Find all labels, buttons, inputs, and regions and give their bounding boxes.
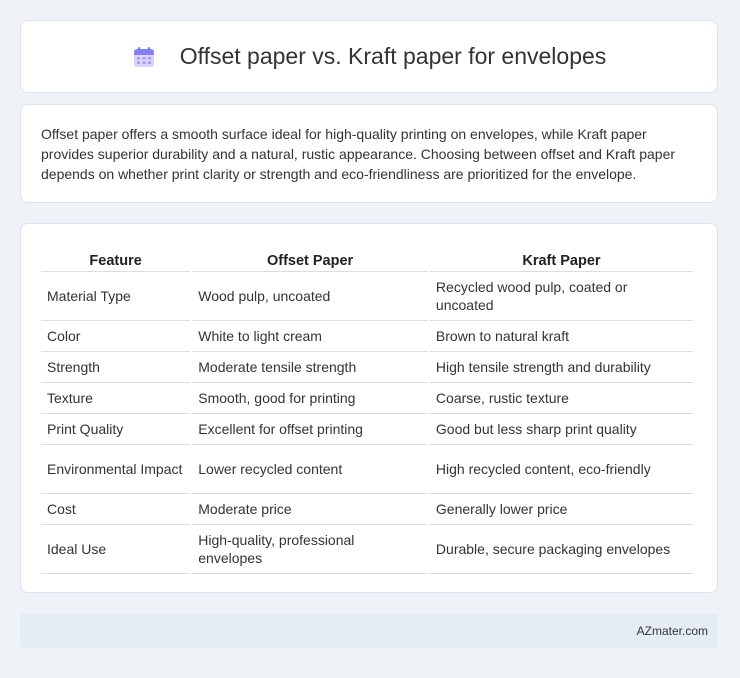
feature-cell: Ideal Use bbox=[41, 525, 190, 574]
offset-cell: Lower recycled content bbox=[192, 445, 428, 494]
kraft-cell: Recycled wood pulp, coated or uncoated bbox=[430, 272, 693, 321]
comparison-card bbox=[20, 223, 718, 593]
feature-cell: Strength bbox=[41, 352, 190, 383]
footer-brand: AZmater.com bbox=[636, 624, 708, 638]
table-row bbox=[41, 494, 693, 525]
offset-cell: Wood pulp, uncoated bbox=[192, 272, 428, 321]
table-row bbox=[41, 383, 693, 414]
offset-cell: High-quality, professional envelopes bbox=[192, 525, 428, 574]
kraft-cell: Good but less sharp print quality bbox=[430, 414, 693, 445]
offset-cell: Excellent for offset printing bbox=[192, 414, 428, 445]
column-header-kraft: Kraft Paper bbox=[430, 244, 693, 272]
offset-cell: Moderate tensile strength bbox=[192, 352, 428, 383]
comparison-table bbox=[39, 244, 695, 574]
feature-cell: Cost bbox=[41, 494, 190, 525]
kraft-cell: Generally lower price bbox=[430, 494, 693, 525]
column-header-offset: Offset Paper bbox=[192, 244, 428, 272]
kraft-cell: Durable, secure packaging envelopes bbox=[430, 525, 693, 574]
table-row bbox=[41, 525, 693, 574]
offset-cell: Smooth, good for printing bbox=[192, 383, 428, 414]
feature-cell: Texture bbox=[41, 383, 190, 414]
offset-cell: Moderate price bbox=[192, 494, 428, 525]
feature-cell: Material Type bbox=[41, 272, 190, 321]
summary-text: Offset paper offers a smooth surface ideal for high-quality printing on envelopes, while Kraft paper provides superior durability and a natural, rustic appearance. Choosing between offset and Kraft paper depends on whether print clarity or strength and eco-friendliness are prioritized for the envelope. bbox=[41, 125, 676, 182]
table-header-row bbox=[41, 244, 693, 272]
feature-cell: Print Quality bbox=[41, 414, 190, 445]
header-card bbox=[20, 20, 718, 93]
summary-card bbox=[20, 104, 718, 203]
table-row bbox=[41, 414, 693, 445]
feature-cell: Color bbox=[41, 321, 190, 352]
column-header-feature: Feature bbox=[41, 244, 190, 272]
table-row bbox=[41, 321, 693, 352]
kraft-cell: Brown to natural kraft bbox=[430, 321, 693, 352]
kraft-cell: Coarse, rustic texture bbox=[430, 383, 693, 414]
offset-cell: White to light cream bbox=[192, 321, 428, 352]
table-row bbox=[41, 272, 693, 321]
table-row bbox=[41, 352, 693, 383]
footer bbox=[20, 614, 718, 648]
header bbox=[132, 43, 607, 70]
table-row bbox=[41, 445, 693, 494]
kraft-cell: High recycled content, eco-friendly bbox=[430, 445, 693, 494]
page-title: Offset paper vs. Kraft paper for envelopes bbox=[179, 43, 607, 69]
feature-cell: Environmental Impact bbox=[41, 445, 190, 494]
calendar-icon bbox=[132, 45, 156, 69]
kraft-cell: High tensile strength and durability bbox=[430, 352, 693, 383]
